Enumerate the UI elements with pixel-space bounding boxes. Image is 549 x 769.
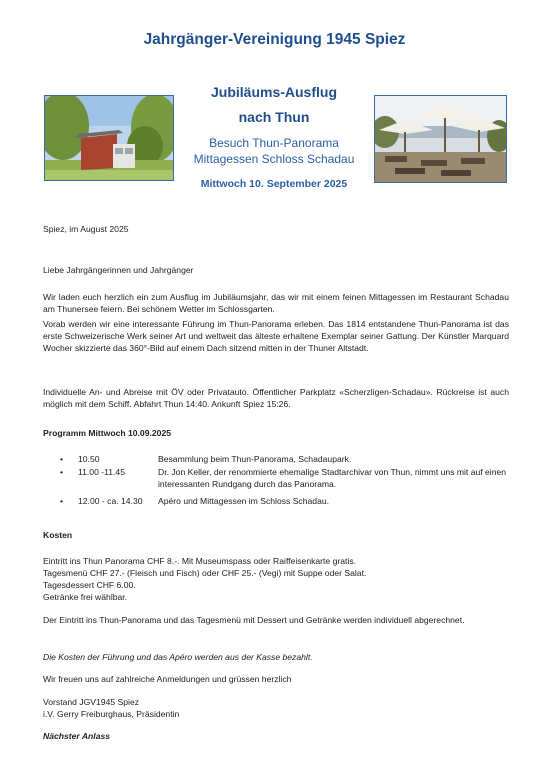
organization-title: Jahrgänger-Vereinigung 1945 Spiez <box>143 31 406 48</box>
kosten-paragraph: Der Eintritt ins Thun-Panorama und das Tagesmenü mit Dessert und Getränke werden individuell abgerechnet. <box>43 615 465 625</box>
closing-greeting: Wir freuen uns auf zahlreiche Anmeldungen und grüssen herzlich <box>43 674 292 684</box>
event-title: Jubiläums-Ausflug <box>210 84 337 100</box>
travel-paragraph: Individuelle An- und Abreise mit ÖV oder Privatauto. Öffentlicher Parkplatz «Scherzligen-Schadau». Rückreise ist auch möglich mit dem Schiff. Abfahrt Thun 14:40. Ankunft Spiez 15:26. <box>43 387 509 409</box>
sender-signature: i.V. Gerry Freiburghaus, Präsidentin <box>43 709 180 719</box>
programm-description: Apéro und Mittagessen im Schloss Schadau. <box>158 496 330 506</box>
programm-time: 11.00 -11.45 <box>78 467 125 477</box>
event-title-line2: nach Thun <box>238 109 310 125</box>
panorama-paragraph: Vorab werden wir eine interessante Führung im Thun-Panorama erleben. Das 1814 entstandene Thun-Panorama ist das erste Schweizerische Werk seiner Art und weltweit das älteste erhaltene Exemplar seiner Gattung. Der Künstler Marquard Wocher skizzierte das 360°-Bild auf einem Dach sitzend mitten in der Thuner Altstadt. <box>43 319 509 353</box>
kosten-heading: Kosten <box>43 530 73 540</box>
next-event-heading: Nächster Anlass <box>43 731 111 741</box>
programm-description: Besammlung beim Thun-Panorama, Schadaupark. <box>158 454 352 464</box>
bullet: • <box>60 467 64 477</box>
programm-time: 12.00 - ca. 14.30 <box>78 496 143 506</box>
place-date: Spiez, im August 2025 <box>43 224 129 234</box>
bullet: • <box>60 454 64 464</box>
salutation: Liebe Jahrgängerinnen und Jahrgänger <box>43 265 194 275</box>
event-subtitle-line2: Mittagessen Schloss Schadau <box>193 152 355 166</box>
event-subtitle: Besuch Thun-Panorama <box>209 136 339 150</box>
programm-description: Dr. Jon Keller, der renommierte ehemalige Stadtarchivar von Thun, nimmt uns mit auf einen interessanten Rundgang durch das Panorama. <box>158 467 507 489</box>
programm-heading: Programm Mittwoch 10.09.2025 <box>43 428 171 438</box>
kosten-note: Die Kosten der Führung und das Apéro werden aus der Kasse bezahlt. <box>43 652 313 662</box>
kosten-line: Tagesdessert CHF 6.00. <box>43 580 136 590</box>
programm-time: 10.50 <box>78 454 100 464</box>
intro-paragraph: Wir laden euch herzlich ein zum Ausflug im Jubiläumsjahr, das wir mit einem feinen Mittagessen im Restaurant Schadau am Thunersee feiern. Bei schönem Wetter im Schlossgarten. <box>43 292 509 314</box>
kosten-line: Eintritt ins Thun Panorama CHF 8.-. Mit Museumspass oder Raiffeisenkarte gratis. <box>43 556 357 566</box>
bullet: • <box>60 496 64 506</box>
kosten-line: Tagesmenü CHF 27.- (Fleisch und Fisch) oder CHF 25.- (Vegi) mit Suppe oder Salat. <box>43 568 367 578</box>
schloss-schadau-garden-photo <box>374 95 507 183</box>
sender-line: Vorstand JGV1945 Spiez <box>43 697 140 707</box>
event-date: Mittwoch 10. September 2025 <box>200 178 348 190</box>
panorama-building-photo <box>44 95 174 181</box>
kosten-line: Getränke frei wählbar. <box>43 592 128 602</box>
